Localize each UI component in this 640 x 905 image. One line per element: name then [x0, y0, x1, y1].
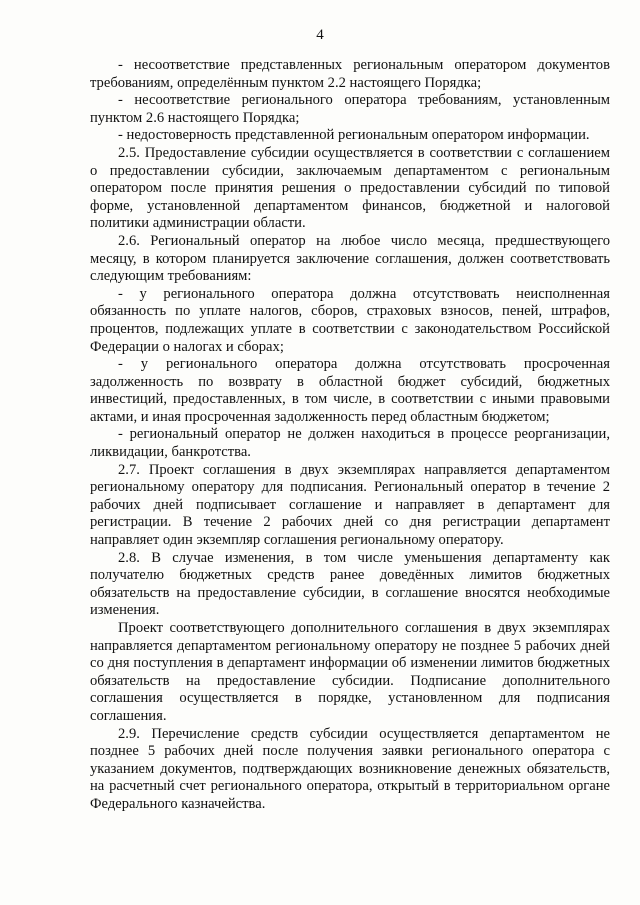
- clause-2-9: 2.9. Перечисление средств субсидии осуществляется департаментом не позднее 5 рабочих дней после получения заявки регионального оператора с указанием документов, подтверждающих возникновение денежных обязательств, на расчетный счет регионального оператора, открытый в территориальном органе Федерального казначейства.: [90, 725, 610, 812]
- clause-2-8: 2.8. В случае изменения, в том числе уменьшения департаменту как получателю бюджетных средств ранее доведённых лимитов бюджетных обязательств на предоставление субсидии, в соглашение вносятся необходимые изменения.: [90, 549, 610, 619]
- clause-2-5: 2.5. Предоставление субсидии осуществляется в соответствии с соглашением о предоставлении субсидии, заключаемым департаментом с региональным оператором после принятия решения о предоставлении субсидий по типовой форме, установленной департаментом финансов, бюджетной и налоговой политики администрации области.: [90, 144, 610, 232]
- page-number: 4: [316, 27, 324, 43]
- paragraph-requirement-info: - недостоверность представленной региональным оператором информации.: [118, 127, 590, 144]
- document-body: [90, 57, 610, 814]
- paragraph-no-reorganization: - региональный оператор не должен находиться в процессе реорганизации, ликвидации, банкротства.: [90, 426, 610, 461]
- clause-2-6: 2.6. Региональный оператор на любое число месяца, предшествующего месяцу, в котором планируется заключение соглашения, должен соответствовать следующим требованиям:: [90, 232, 610, 285]
- paragraph-requirement-operator: - несоответствие регионального оператора требованиям, установленным пунктом 2.6 настоящего Порядка;: [90, 92, 610, 126]
- clause-2-7: 2.7. Проект соглашения в двух экземплярах направляется департаментом региональному оператору для подписания. Региональный оператор в течение 2 рабочих дней подписывает соглашение и направляет в департамент для регистрации. В течение 2 рабочих дней со дня регистрации департамент направляет один экземпляр соглашения региональному оператору.: [90, 461, 610, 549]
- paragraph-additional-agreement: Проект соответствующего дополнительного соглашения в двух экземплярах направляется департаментом региональному оператору не позднее 5 рабочих дней со дня поступления в департамент информации об изменении лимитов бюджетных обязательств на предоставление субсидии. Подписание дополнительного соглашения осуществляется в порядке, установленном для подписания соглашения.: [90, 620, 610, 724]
- paragraph-requirement-docs: - несоответствие представленных региональным оператором документов требованиям, определённым пунктом 2.2 настоящего Порядка;: [90, 57, 610, 91]
- paragraph-no-tax-debt: - у регионального оператора должна отсутствовать неисполненная обязанность по уплате налогов, сборов, страховых взносов, пеней, штрафов, процентов, подлежащих уплате в соответствии с законодательством Российской Федерации о налогах и сборах;: [90, 285, 610, 355]
- paragraph-no-budget-debt: - у регионального оператора должна отсутствовать просроченная задолженность по возврату в областной бюджет субсидий, бюджетных инвестиций, предоставленных, в том числе, в соответствии с иными правовыми актами, и иная просроченная задолженность перед областным бюджетом;: [90, 356, 610, 425]
